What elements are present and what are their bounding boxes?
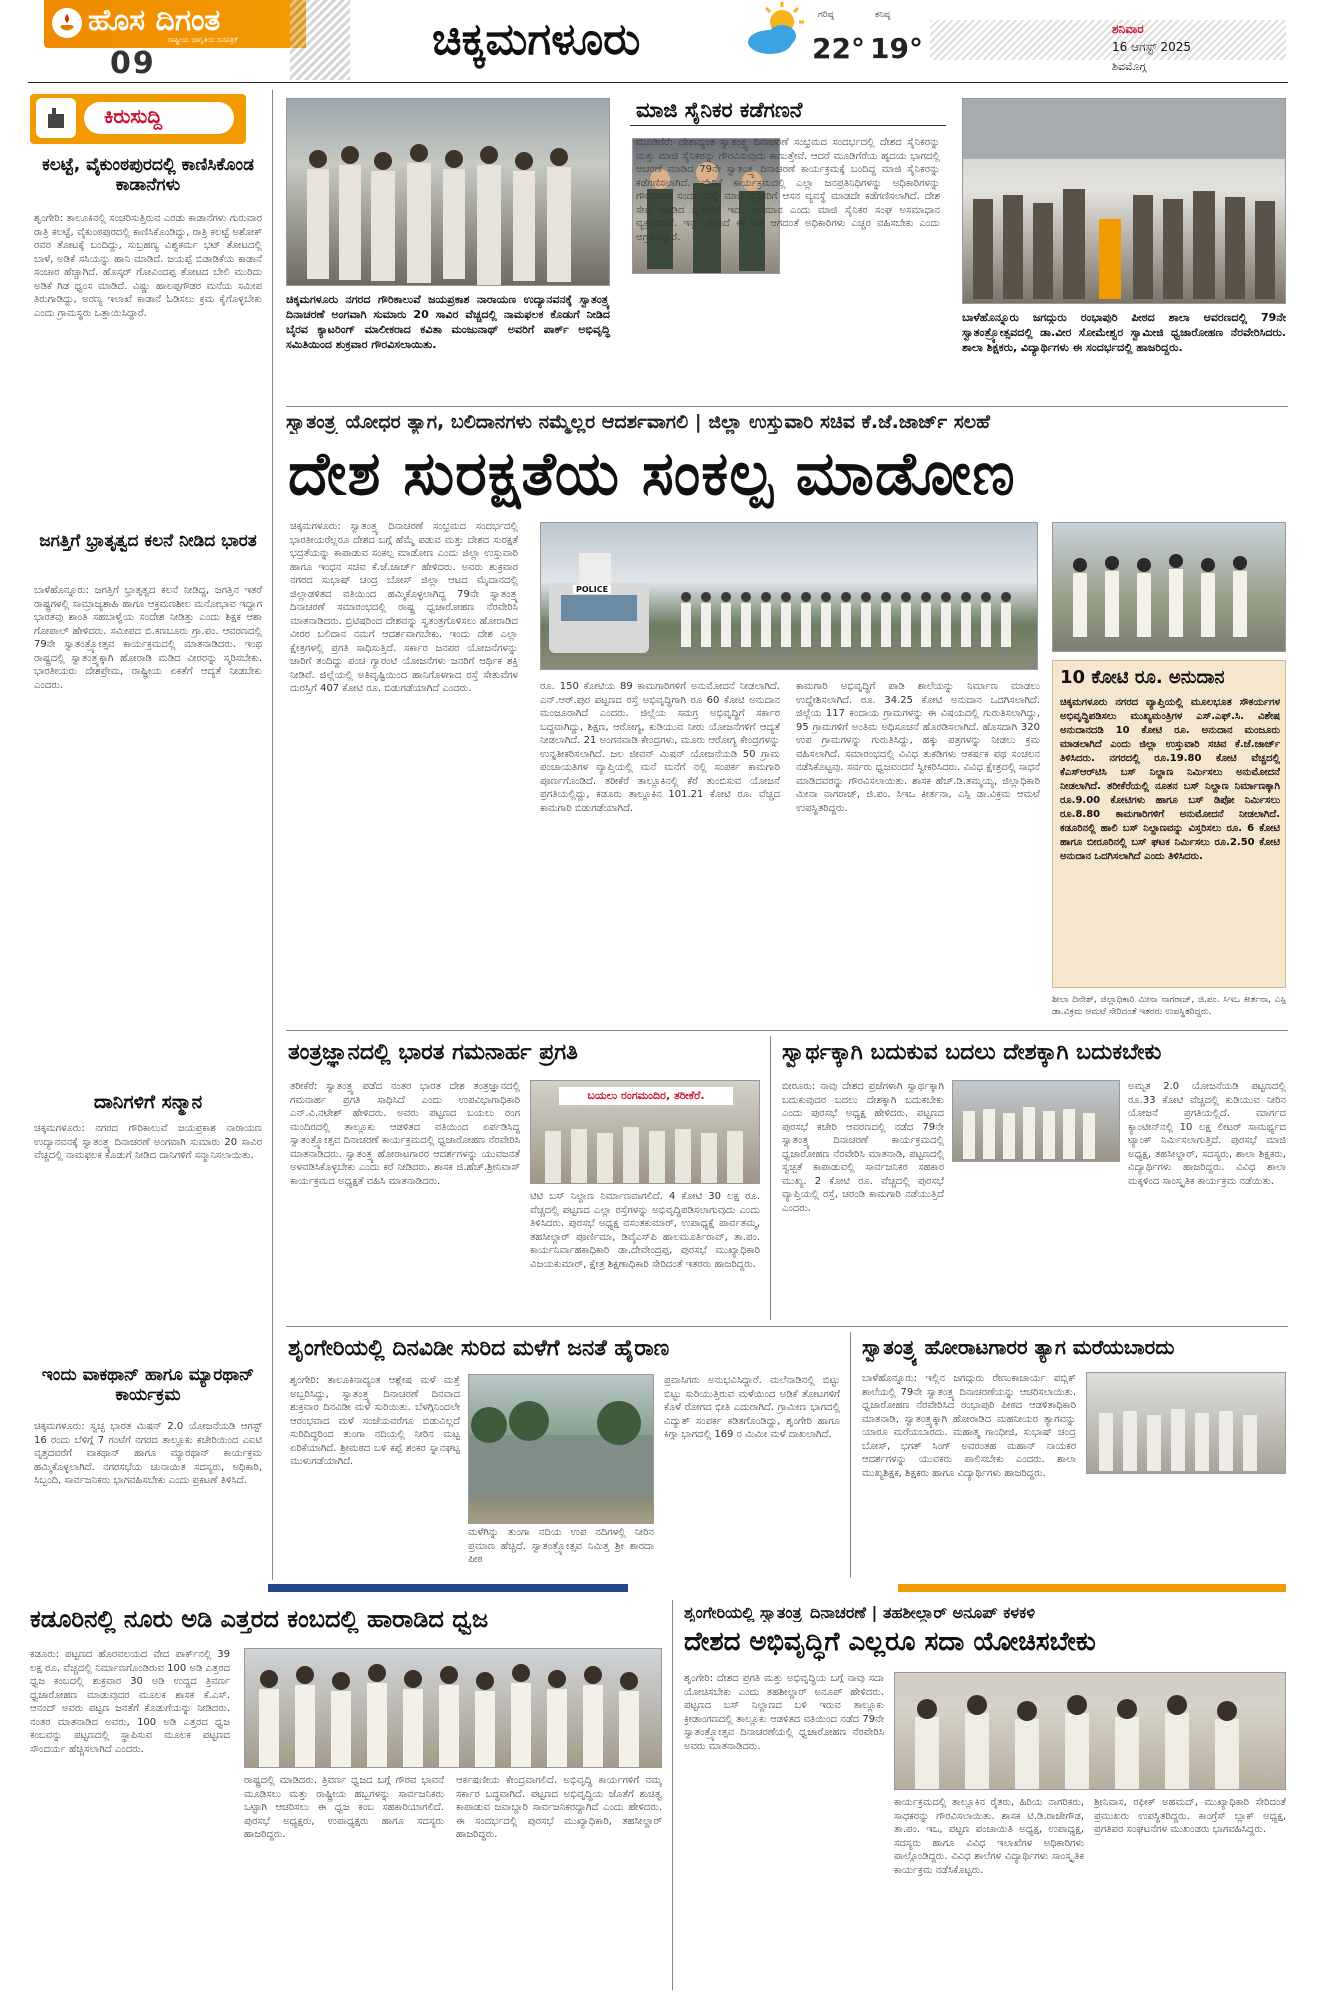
lead-body: ಕಾಮಗಾರಿ ಅಭಿವೃದ್ಧಿಗೆ ಪಾಡಿ ಶಾಲೆಯನ್ನು ನಿರ್ಮಾಣ ಮಾಡಲು ಉದ್ದೇಶಿಸಲಾಗಿದೆ. ರೂ. 34.25 ಕೋಟಿ ಅನುದಾನ ಒದಗಿಸಲಾಗಿದೆ. ಜಿಲ್ಲೆಯ 117 ಕಂದಾಯ ಗ್ರಾಮಗಳನ್ನು ಈ ವಿಷಯದಲ್ಲಿ ಗುರುತಿಸಲಾಗಿದ್ದು, 95 ಗ್ರಾಮಗಳಿಗೆ ಅಂತಿಮ ಅಧಿಸೂಚನೆ ಹೊರಡಿಸಲಾಗಿದೆ. ಹೊಸದಾಗಿ 320 ಉಪ ಗ್ರಾಮಗಳನ್ನು ಗುರುತಿಸಿದ್ದು, ಹಕ್ಕು ಪತ್ರಗಳನ್ನು ನೀಡಲು ಕ್ರಮ ವಹಿಸಲಾಗಿದೆ. ಸಮಾರಂಭದಲ್ಲಿ ವಿವಿಧ ತುಕಡಿಗಳು ಆಕರ್ಷಕ ಪಥ ಸಂಚಲನ ನಡೆಸಿಕೊಟ್ಟವು. ಸರ್ವರು ಧ್ವಜವಂದನೆ ಸ್ವೀಕರಿಸಿದರು. ವಿವಿಧ ಕ್ಷೇತ್ರದಲ್ಲಿ ಸಾಧನೆ ಮಾಡಿದವರನ್ನು ಗೌರವಿಸಲಾಯಿತು. ಶಾಸಕ ಹೆಚ್.ಡಿ.ತಮ್ಮಯ್ಯ, ಜಿಲ್ಲಾಧಿಕಾರಿ ಮೀನಾ ನಾಗರಾಜ್, ಜಿ.ಪಂ. ಸಿಇಒ ಕೀರ್ತನಾ, ಎಸ್ಪಿ ಡಾ.ವಿಕ್ರಮ ಆಮಟೆ ಉಪಸ್ಥಿತರಿದ್ದರು. <box>796 681 1040 814</box>
story-title: ಸ್ವಾರ್ಥಕ್ಕಾಗಿ ಬದುಕುವ ಬದಲು ದೇಶಕ್ಕಾಗಿ ಬದುಕಬೇಕು <box>782 1040 1162 1065</box>
police-label: POLICE <box>573 585 611 594</box>
city-title: ಚಿಕ್ಕಮಗಳೂರು <box>432 14 641 65</box>
story-body: ಟಿಟಿ ಬಸ್ ನಿಲ್ದಾಣ ನಿರ್ಮಾಣವಾಗಲಿದೆ. 4 ಕೋಟಿ 30 ಲಕ್ಷ ರೂ. ವೆಚ್ಚದಲ್ಲಿ ಪಟ್ಟಣದ ಎಲ್ಲಾ ರಸ್ತೆಗಳನ್ನು ಅಭಿವೃದ್ಧಿಪಡಿಸಲಾಗುವುದು ಎಂದು ತಿಳಿಸಿದರು. ಪುರಸಭೆ ಅಧ್ಯಕ್ಷ ವಸಂತಕುಮಾರ್, ಉಪಾಧ್ಯಕ್ಷೆ ಪಾರ್ವತಮ್ಮ, ತಹಸೀಲ್ದಾರ್ ಪೂರ್ಣಿಮಾ, ಡಿವೈಎಸ್‌ಪಿ ಹಾಲಮೂರ್ತಿರಾವ್, ತಾ.ಪಂ. ಕಾರ್ಯನಿರ್ವಾಹಕಾಧಿಕಾರಿ ಡಾ.ದೇವೇಂದ್ರಪ್ಪ, ಪುರಸಭೆ ಮುಖ್ಯಾಧಿಕಾರಿ ವಿಜಯಕುಮಾರ್, ಕ್ಷೇತ್ರ ಶಿಕ್ಷಣಾಧಿಕಾರಿ ಸೇರಿದಂತೆ ಇತರರು ಹಾಜರಿದ್ದರು. <box>530 1191 760 1270</box>
story-body: ಶೃಂಗೇರಿ: ತಾಲೂಕಿನಲ್ಲಿ ಸಂಚರಿಸುತ್ತಿರುವ ಎರಡು ಕಾಡಾನೆಗಳು ಗುರುವಾರ ರಾತ್ರಿ ಕಲಟ್ಟೆ, ವೈಕುಂಠಪುರದಲ್ಲಿ ಕಾಣಿಸಿಕೊಂಡಿದ್ದು, ರಾತ್ರಿ ಕಲಟ್ಟೆ ಅಶೋಕ್ ರವರ ತೋಟಕ್ಕೆ ಬಂದಿದ್ದು, ಸುಬ್ರಹಣ್ಯ ವಿಶ್ವಕರ್ಮ ಭಟ್ ತೋಟದಲ್ಲಿ ಬಾಳೆ, ಅಡಿಕೆ ಸಸಿಯನ್ನು ಹಾನಿ ಮಾಡಿದೆ. ಜಯಪ್ಪೆ ಬಿಡಾಡಿಕೆಯ ಕಾಡಾನೆ ಸಂಚಾರ ಹೆಚ್ಚಾಗಿದೆ. ಹೊಸ್ಕರ್ ಗೋವಿಂದಪ್ಪ ತೋಟದ ಬೇಲಿ ಮುರಿದು ಅಡಿಕೆ ಗಿಡ ಧ್ವಂಸ ಮಾಡಿದೆ. ವಿಷ್ಣು ಹಾಲಪ್ಪಗೌಡರ ಮನೆಯ ಸಮೀಪ ತಿರುಗಾಡಿದ್ದು, ಅರಣ್ಯ ಇಲಾಖೆ ಕಾಡಾನೆ ಓಡಿಸಲು ಕ್ರಮ ಕೈಗೊಳ್ಳಬೇಕು ಎಂದು ಗ್ರಾಮಸ್ಥರು ಒತ್ತಾಯಿಸಿದ್ದಾರೆ. <box>34 213 262 319</box>
story-body: ಶೃಂಗೇರಿ: ದೇಶದ ಪ್ರಗತಿ ಮತ್ತು ಅಭಿವೃದ್ಧಿಯ ಬಗ್ಗೆ ನಾವು ಸದಾ ಯೋಚಿಸಬೇಕು ಎಂದು ತಹಶೀಲ್ದಾರ್ ಅನೂಪ್ ಹೇಳಿದರು. ಪಟ್ಟಣದ ಬಸ್ ನಿಲ್ದಾಣದ ಬಳಿ ಇರುವ ತಾಲ್ಲೂಕು ಕ್ರೀಡಾಂಗಣದಲ್ಲಿ ತಾಲ್ಲೂಕು ಆಡಳಿತದ ವತಿಯಿಂದ ನಡೆದ 79ನೇ ಸ್ವಾತಂತ್ರ್ಯೋತ್ಸವ ದಿನಾಚರಣೆಯಲ್ಲಿ ಧ್ವಜಾರೋಹಣ ನೆರವೇರಿಸಿ ಅವರು ಮಾತನಾಡಿದರು. <box>684 1673 884 1752</box>
left-column <box>28 90 268 1580</box>
photo-caption: ಚಿಕ್ಕಮಗಳೂರು ನಗರದ ಗೌರಿಕಾಲುವೆ ಜಯಪ್ರಕಾಶ ನಾರಾಯಣ ಉದ್ಯಾನವನಕ್ಕೆ ಸ್ವಾತಂತ್ರ್ಯ ದಿನಾಚರಣೆ ಅಂಗವಾಗಿ ಸುಮಾರು 20 ಸಾವಿರ ವೆಚ್ಚದಲ್ಲಿ ನಾಮಫಲಕ ಕೊಡುಗೆ ನೀಡಿದ ಬೈರವ ಕ್ಯಾಟರಿಂಗ್ ಮಾಲೀಕರಾದ ಕವಿತಾ ಮಂಜುನಾಥ್ ಅವರಿಗೆ ಪಾರ್ಕ್ ಅಭಿವೃದ್ಧಿ ಸಮಿತಿಯಿಂದ ಶುಕ್ರವಾರ ಗೌರವಿಸಲಾಯಿತು. <box>286 293 610 351</box>
photo-school-flag <box>962 98 1286 304</box>
stage-sign: ಬಯಲು ರಂಗಮಂದಿರ, ತರೀಕೆರೆ. <box>559 1087 733 1105</box>
story-body: ಶ್ರೀನಿವಾಸ, ರಫೀಕ್ ಅಹಮದ್, ಮುಖ್ಯಾಧಿಕಾರಿ ಸೇರಿದಂತೆ ಪ್ರಮುಖರು ಉಪಸ್ಥಿತರಿದ್ದರು. ಕಾಂಗ್ರೆಸ್ ಬ್ಲಾಕ್ ಅಧ್ಯಕ್ಷ, ಪ್ರಗತಿಪರ ಸಂಘಟನೆಗಳ ಮುಖಂಡರು ಭಾಗವಹಿಸಿದ್ದರು. <box>1094 1797 1286 1835</box>
weather-min-label: ಕನಿಷ್ಠ <box>875 10 891 20</box>
masthead <box>0 0 1329 86</box>
photo-caption: ಮಳೆಗಿನ್ನು ತುಂಗಾ ನದಿಯ ಉಪ ನದಿಗಳಲ್ಲಿ ನೀರಿನ ಪ್ರಮಾಣ ಹೆಚ್ಚಿದೆ. ಸ್ವಾತಂತ್ರ್ಯೋತ್ಸವ ನಿಮಿತ್ತ ಶ್ರೀ ಶಾರದಾ ಪೀಠ <box>468 1527 654 1565</box>
photo-school-students <box>1086 1372 1286 1474</box>
story-body: ರಾಷ್ಟ್ರದಲ್ಲಿ ಮಾಡಿದರು. ತ್ರಿವರ್ಣ ಧ್ವಜದ ಬಗ್ಗೆ ಗೌರವ ಭಾವನೆ ಮೂಡಿಸಲು ಮತ್ತು ರಾಷ್ಟ್ರೀಯ ಹಬ್ಬಗಳನ್ನು ಸಾರ್ವಜನಿಕರು ಒಟ್ಟಾಗಿ ಆಚರಿಸಲು ಈ ಧ್ವಜ ಕಂಬ ಸಹಕಾರಿಯಾಗಲಿದೆ. ಪುರಸಭೆ ಅಧ್ಯಕ್ಷರು, ಉಪಾಧ್ಯಕ್ಷರು ಹಾಗೂ ಸದಸ್ಯರು ಹಾಜರಿದ್ದರು. <box>244 1775 444 1840</box>
story-body: ಕಡೂರು: ಪಟ್ಟಣದ ಹೊರವಲಯದ ವೇದ ಪಾರ್ಕ್‌ನಲ್ಲಿ 39 ಲಕ್ಷ ರೂ. ವೆಚ್ಚದಲ್ಲಿ ನಿರ್ಮಾಣಗೊಂಡಿರುವ 100 ಅಡಿ ಎತ್ತರದ ಧ್ವಜ ಕಂಬದಲ್ಲಿ ಶುಕ್ರವಾರ 30 ಅಡಿ ಉದ್ದದ ತ್ರಿವರ್ಣ ಧ್ವಜಾರೋಹಣ ಮಾಡುವುದರ ಮೂಲಕ ಶಾಸಕ ಕೆ.ಎಸ್. ಆನಂದ್ ಅವರು ಪಟ್ಟಣ ಜನತೆಗೆ ಕೊಡುಗೆಯನ್ನು ನೀಡಿದರು. ನಂತರ ಮಾತನಾಡಿದ ಅವರು, 100 ಅಡಿ ಎತ್ತರದ ಧ್ವಜ ಕಂಬವನ್ನು ಪಟ್ಟಣದಲ್ಲಿ ಸ್ಥಾಪಿಸುವ ಮೂಲಕ ಪಟ್ಟಣದ ಸೌಂದರ್ಯ ಹೆಚ್ಚಿಸಲಾಗಿದೆ ಎಂದರು. <box>30 1649 230 1755</box>
story-body: ಚಿಕ್ಕಮಗಳೂರು: ನಗರದ ಗೌರಿಕಾಲುವೆ ಜಯಪ್ರಕಾಶ ನಾರಾಯಣ ಉದ್ಯಾನವನಕ್ಕೆ ಸ್ವಾತಂತ್ರ್ಯ ದಿನಾಚರಣೆ ಅಂಗವಾಗಿ ಸುಮಾರು 20 ಸಾವಿರ ವೆಚ್ಚದಲ್ಲಿ ನಾಮಫಲಕ ಕೊಡುಗೆ ನೀಡಿದ ದಾನಿಗಳಿಗೆ ಸನ್ಮಾನಿಸಲಾಯಿತು. <box>34 1123 262 1161</box>
story-title: ಸ್ವಾತಂತ್ರ್ಯ ಹೋರಾಟಗಾರರ ತ್ಯಾಗ ಮರೆಯಬಾರದು <box>862 1335 1175 1359</box>
story-title: ಶೃಂಗೇರಿಯಲ್ಲಿ ದಿನವಿಡೀ ಸುರಿದ ಮಳೆಗೆ ಜನತೆ ಹೈರಾಣ <box>288 1336 670 1361</box>
story-title: ದಾನಿಗಳಿಗೆ ಸನ್ಮಾನ <box>93 1091 203 1113</box>
section-rule <box>286 406 1288 407</box>
masthead-date-band <box>930 20 1286 60</box>
hand-icon <box>36 98 76 138</box>
section-rule <box>286 1030 1288 1031</box>
story-title: ಮಾಜಿ ಸೈನಿಕರ ಕಡೆಗಣನೆ <box>636 98 803 122</box>
story-body: ಬೀರೂರು: ನಾವು ದೇಶದ ಪ್ರಜೆಗಳಾಗಿ ಸ್ವಾರ್ಥಕ್ಕಾಗಿ ಬದುಕುವುದರ ಬದಲು ದೇಶಕ್ಕಾಗಿ ಬದುಕಬೇಕು ಎಂದು ಪುರಸಭೆ ಅಧ್ಯಕ್ಷ ಹೇಳಿದರು. ಪಟ್ಟಣದ ಪುರಸಭೆ ಕಚೇರಿ ಆವರಣದಲ್ಲಿ ನಡೆದ 79ನೇ ಸ್ವಾತಂತ್ರ್ಯ ದಿನಾಚರಣೆ ಕಾರ್ಯಕ್ರಮದಲ್ಲಿ ಧ್ವಜಾರೋಹಣ ನೆರವೇರಿಸಿ ಮಾತನಾಡಿ, ಪಟ್ಟಣದಲ್ಲಿ ಸ್ವಚ್ಛತೆ ಕಾಪಾಡುವಲ್ಲಿ ಸಾರ್ವಜನಿಕರ ಸಹಕಾರ ಮುಖ್ಯ. 2 ಕೋಟಿ ರೂ. ವೆಚ್ಚದಲ್ಲಿ ಪುರಸಭೆ ವ್ಯಾಪ್ತಿಯಲ್ಲಿ ರಸ್ತೆ, ಚರಂಡಿ ಕಾಮಗಾರಿ ನಡೆಯುತ್ತಿದೆ ಎಂದರು. <box>782 1081 944 1214</box>
kiru-sudhi-label: ಕಿರುಸುದ್ದಿ <box>104 104 163 128</box>
story-title: ದೇಶದ ಅಭಿವೃದ್ಧಿಗೆ ಎಲ್ಲರೂ ಸದಾ ಯೋಚಿಸಬೇಕು <box>684 1627 1096 1657</box>
photo-beeruru <box>952 1080 1120 1162</box>
story-body: ಶೃಂಗೇರಿ: ತಾಲೂಕಿನಾದ್ಯಂತ ಆಶ್ಲೇಷ ಮಳೆ ಮತ್ತೆ ಅಬ್ಬರಿಸಿದ್ದು, ಸ್ವಾತಂತ್ರ್ಯ ದಿನಾಚರಣೆ ದಿನವಾದ ಶುಕ್ರವಾರ ದಿನವಿಡೀ ಮಳೆ ಸುರಿಯಿತು. ಬೆಳಗ್ಗಿನಿಂದಲೇ ಆರಂಭವಾದ ಮಳೆ ಸಂಜೆಯವರೆಗೂ ಬಿಡುವಿಲ್ಲದೆ ಸುರಿದಿದ್ದರಿಂದ ತುಂಗಾ ನದಿಯಲ್ಲಿ ನೀರಿನ ಮಟ್ಟ ಏರಿಕೆಯಾಗಿದೆ. ಶ್ರೀಮಠದ ಬಳಿ ಕಪ್ಪೆ ಶಂಕರ ಸ್ನಾನಘಟ್ಟ ಮುಳುಗಡೆಯಾಗಿದೆ. <box>290 1375 460 1467</box>
lead-headline: ದೇಶ ಸುರಕ್ಷತೆಯ ಸಂಕಲ್ಪ ಮಾಡೋಣ <box>288 439 1016 509</box>
lead-body: ಚಿಕ್ಕಮಗಳೂರು: ಸ್ವಾತಂತ್ರ್ಯ ದಿನಾಚರಣೆ ಸಂಭ್ರಮದ ಸಂದರ್ಭದಲ್ಲಿ ಭಾರತೀಯರೆಲ್ಲರೂ ದೇಶದ ಬಗ್ಗೆ ಹೆಮ್ಮೆ ಪಡುವ ಮತ್ತು ದೇಶದ ಸುರಕ್ಷತೆ ಭದ್ರತೆಯನ್ನು ಕಾಪಾಡುವ ಸಂಕಲ್ಪ ಮಾಡೋಣ ಎಂದು ಜಿಲ್ಲಾ ಉಸ್ತುವಾರಿ ಹಾಗೂ ಇಂಧನ ಸಚಿವ ಕೆ.ಜೆ.ಜಾರ್ಜ್ ಹೇಳಿದರು. ಅವರು ಶುಕ್ರವಾರ ನಗರದ ಸುಭಾಷ್ ಚಂದ್ರ ಬೋಸ್ ಜಿಲ್ಲಾ ಆಟದ ಮೈದಾನದಲ್ಲಿ ಜಿಲ್ಲಾಡಳಿತದ ವತಿಯಿಂದ ಹಮ್ಮಿಕೊಳ್ಳಲಾಗಿದ್ದ 79ನೇ ಸ್ವಾತಂತ್ರ್ಯ ದಿನಾಚರಣೆ ಸಮಾರಂಭದಲ್ಲಿ ರಾಷ್ಟ್ರ ಧ್ವಜಾರೋಹಣ ನೆರವೇರಿಸಿ ಮಾತನಾಡಿದರು. ಬ್ರಿಟಿಷರಿಂದ ದೇಶವನ್ನು ಸ್ವತಂತ್ರಗೊಳಿಸಲು ಹೋರಾಡಿದ ವೀರರ ಬಲಿದಾನ ನಮಗೆ ಆದರ್ಶವಾಗಬೇಕು. ಇಂದು ದೇಶ ಎಲ್ಲಾ ಕ್ಷೇತ್ರಗಳಲ್ಲಿ ಪ್ರಗತಿ ಸಾಧಿಸುತ್ತಿದೆ. ಸರ್ಕಾರ ಜನಪರ ಯೋಜನೆಗಳನ್ನು ಜಾರಿಗೆ ತಂದಿದ್ದು ಪಂಚ ಗ್ಯಾರಂಟಿ ಯೋಜನೆಗಳು ಜನರಿಗೆ ಆರ್ಥಿಕ ಶಕ್ತಿ ನೀಡಿವೆ. ಜಿಲ್ಲೆಯಲ್ಲಿ ಅತಿವೃಷ್ಟಿಯಿಂದ ಹಾನಿಗೊಳಗಾದ ರಸ್ತೆ ಸೇತುವೆಗಳ ದುರಸ್ತಿಗೆ 407 ಕೋಟಿ ರೂ. ಬಿಡುಗಡೆಯಾಗಿದೆ ಎಂದರು. <box>290 521 518 694</box>
photo-group-award <box>286 98 610 286</box>
story-title: ತಂತ್ರಜ್ಞಾನದಲ್ಲಿ ಭಾರತ ಗಮನಾರ್ಹ ಪ್ರಗತಿ <box>288 1040 578 1065</box>
story-body: ಪ್ರವಾಸಿಗರು ಅನುಭವಿಸಿದ್ದಾರೆ. ಮಲೆನಾಡಿನಲ್ಲಿ ಬಿಟ್ಟು ಬಿಟ್ಟು ಸುರಿಯುತ್ತಿರುವ ಮಳೆಯಿಂದ ಅಡಿಕೆ ತೋಟಗಳಿಗೆ ಕೊಳೆ ರೋಗದ ಭೀತಿ ಎದುರಾಗಿದೆ. ಗ್ರಾಮೀಣ ಭಾಗದಲ್ಲಿ ವಿದ್ಯುತ್ ಸಂಪರ್ಕ ಕಡಿತಗೊಂಡಿದ್ದು, ಶೃಂಗೇರಿ ಹಾಗೂ ಕಿಗ್ಗಾ ಭಾಗದಲ್ಲಿ 169 ರ ಮಿಮೀ ಮಳೆ ದಾಖಲಾಗಿದೆ. <box>664 1375 840 1440</box>
story-body: ಚಿಕ್ಕಮಗಳೂರು: ಸ್ವಚ್ಛ ಭಾರತ ಮಿಷನ್ 2.0 ಯೋಜನೆಯಡಿ ಆಗಸ್ಟ್ 16 ರಂದು ಬೆಳಿಗ್ಗೆ 7 ಗಂಟೆಗೆ ನಗರದ ತಾಲ್ಲೂಕು ಕಚೇರಿಯಿಂದ ಎಐಟಿ ವೃತ್ತದವರೆಗೆ ವಾಕಥಾನ್ ಹಾಗೂ ಮ್ಯಾರಥಾನ್ ಕಾರ್ಯಕ್ರಮ ಹಮ್ಮಿಕೊಳ್ಳಲಾಗಿದೆ. ನಗರಸಭೆಯ ಚುನಾಯಿತ ಸದಸ್ಯರು, ಅಧಿಕಾರಿ, ಸಿಬ್ಬಂದಿ, ಸಾರ್ವಜನಿಕರು ಭಾಗವಹಿಸಬೇಕು ಎಂದು ಪ್ರಕಟಣೆ ತಿಳಿಸಿದೆ. <box>34 1421 262 1486</box>
date-label: 16 ಆಗಸ್ಟ್ 2025 <box>1112 40 1191 54</box>
photo-stage <box>530 1080 760 1184</box>
logo-lamp-icon <box>52 8 82 38</box>
story-body: ಕಾರ್ಯಕ್ರಮದಲ್ಲಿ ತಾಲ್ಲೂಕಿನ ರೈತರು, ಹಿರಿಯ ನಾಗರಿಕರು, ಸಾಧಕರನ್ನು ಗೌರವಿಸಲಾಯಿತು. ಶಾಸಕ ಟಿ.ಡಿ.ರಾಜೇಗೌಡ, ತಾ.ಪಂ. ಇಒ, ಪಟ್ಟಣ ಪಂಚಾಯಿತಿ ಅಧ್ಯಕ್ಷ, ಉಪಾಧ್ಯಕ್ಷ, ಸದಸ್ಯರು ಹಾಗೂ ವಿವಿಧ ಇಲಾಖೆಗಳ ಅಧಿಕಾರಿಗಳು ಪಾಲ್ಗೊಂಡಿದ್ದರು. ವಿವಿಧ ಶಾಲೆಗಳ ವಿದ್ಯಾರ್ಥಿಗಳು ಸಾಂಸ್ಕೃತಿಕ ಕಾರ್ಯಕ್ರಮ ನಡೆಸಿಕೊಟ್ಟರು. <box>894 1797 1084 1876</box>
photo-parade-vehicle <box>540 522 1038 670</box>
photo-parade-march <box>1052 522 1286 652</box>
column-divider <box>672 1600 673 1990</box>
weather-max-value: 22° <box>812 32 865 65</box>
photo-flooded-river <box>468 1374 654 1524</box>
lead-kicker: ಸ್ವಾತಂತ್ರ್ಯ ಯೋಧರ ತ್ಯಾಗ, ಬಲಿದಾನಗಳು ನಮ್ಮೆಲ್ಲರ ಆದರ್ಶವಾಗಲಿ | ಜಿಲ್ಲಾ ಉಸ್ತುವಾರಿ ಸಚಿವ ಕೆ.ಜೆ.ಜಾರ್ಜ್ ಸಲಹೆ <box>286 412 991 433</box>
logo-text: ಹೊಸ ದಿಗಂತ <box>88 3 221 38</box>
info-box-body: ಚಿಕ್ಕಮಗಳೂರು ನಗರದ ವ್ಯಾಪ್ತಿಯಲ್ಲಿ ಮೂಲಭೂತ ಸೌಕರ್ಯಗಳ ಅಭಿವೃದ್ಧಿಪಡಿಸಲು ಮುಖ್ಯಮಂತ್ರಿಗಳ ಎಸ್.ಎಫ್.ಸಿ. ವಿಶೇಷ ಅನುದಾನದಡಿ 10 ಕೋಟಿ ರೂ. ಅನುದಾನ ಮಂಜೂರು ಮಾಡಲಾಗಿದೆ ಎಂದು ಜಿಲ್ಲಾ ಉಸ್ತುವಾರಿ ಸಚಿವ ಕೆ.ಜೆ.ಜಾರ್ಜ್ ತಿಳಿಸಿದರು. ನಗರದಲ್ಲಿ ರೂ.19.80 ಕೋಟಿ ವೆಚ್ಚದಲ್ಲಿ ಕೆಎಸ್ಆರ್‌ಟಿಸಿ ಬಸ್ ನಿಲ್ದಾಣ ನಿರ್ಮಿಸಲು ಅನುಮೋದನೆ ನೀಡಲಾಗಿದೆ. ತರೀಕೆರೆಯಲ್ಲಿ ನೂತನ ಬಸ್ ನಿಲ್ದಾಣ ನಿರ್ಮಾಣಕ್ಕಾಗಿ ರೂ.9.00 ಕೋಟಿಗಳು ಹಾಗೂ ಬಸ್ ಡಿಪೋ ನಿರ್ಮಿಸಲು ರೂ.8.80 ಕಾಮಗಾರಿಗಳಿಗೆ ಅನುಮೋದನೆ ನೀಡಲಾಗಿದೆ. ಕಡೂರಿನಲ್ಲಿ ಹಾಲಿ ಬಸ್ ನಿಲ್ದಾಣವನ್ನು ವಿಸ್ತರಿಸಲು ರೂ. 6 ಕೋಟಿ ಹಾಗೂ ಬೀರೂರಿನಲ್ಲಿ ಬಸ್ ಘಟಕ ನಿರ್ಮಿಸಲು ರೂ.2.50 ಕೋಟಿ ಅನುದಾನ ಒದಗಿಸಲಾಗಿದೆ ಎಂದು ತಿಳಿಸಿದರು. <box>1060 697 1280 862</box>
weather-max-label: ಗರಿಷ್ಠ <box>818 10 834 20</box>
logo-tagline: ರಾಷ್ಟ್ರೀಯ ಜಾಗೃತಿಯ ದಿನಪತ್ರಿಕೆ <box>168 36 238 44</box>
story-body: ಬಾಳೆಹೊನ್ನೂರು: ಇಲ್ಲಿನ ಜಗದ್ಗುರು ರೇಣುಕಾಚಾರ್ಯ ಪಬ್ಲಿಕ್ ಶಾಲೆಯಲ್ಲಿ 79ನೇ ಸ್ವಾತಂತ್ರ್ಯ ದಿನಾಚರಣೆಯನ್ನು ಆಚರಿಸಲಾಯಿತು. ಧ್ವಜಾರೋಹಣ ನೆರವೇರಿಸಿದ ರಂಭಾಪುರಿ ಪೀಠದ ಆಡಳಿತಾಧಿಕಾರಿ ಮಾತನಾಡಿ, ಸ್ವಾತಂತ್ರ್ಯಕ್ಕಾಗಿ ಹೋರಾಡಿದ ಮಹನೀಯರ ತ್ಯಾಗವನ್ನು ಯಾರೂ ಮರೆಯಬಾರದು. ಮಹಾತ್ಮ ಗಾಂಧೀಜಿ, ಸುಭಾಷ್ ಚಂದ್ರ ಬೋಸ್, ಭಗತ್ ಸಿಂಗ್ ಅವರಂತಹ ಮಹಾನ್ ನಾಯಕರ ಆದರ್ಶಗಳನ್ನು ಯುವಕರು ಪಾಲಿಸಬೇಕು ಎಂದರು. ಶಾಲಾ ಮುಖ್ಯಶಿಕ್ಷಕ, ಶಿಕ್ಷಕರು ಹಾಗೂ ವಿದ್ಯಾರ್ಥಿಗಳು ಹಾಜರಿದ್ದರು. <box>862 1373 1076 1479</box>
color-bar <box>268 1584 628 1592</box>
story-body: ಆರ್ಕಷಣೀಯ ಕೇಂದ್ರವಾಗಲಿದೆ. ಅಭಿವೃದ್ಧಿ ಕಾರ್ಯಗಳಿಗೆ ನಮ್ಮ ಸರ್ಕಾರ ಬದ್ಧವಾಗಿದೆ. ಪಟ್ಟಣದ ಅಭಿವೃದ್ಧಿಯ ಜೊತೆಗೆ ಶುಚಿತ್ವ ಕಾಪಾಡುವ ಜವಾಬ್ದಾರಿ ಸಾರ್ವಜನಿಕರದ್ದಾಗಿದೆ ಎಂದು ಹೇಳಿದರು. ಈ ಸಂದರ್ಭದಲ್ಲಿ ಪುರಸಭೆ ಮುಖ್ಯಾಧಿಕಾರಿ, ತಹಸೀಲ್ದಾರ್ ಹಾಜರಿದ್ದರು. <box>456 1775 662 1840</box>
masthead-stripe <box>290 0 350 80</box>
story-body: ಬಾಳೆಹೊನ್ನೂರು: ಜಗತ್ತಿಗೆ ಭ್ರಾತೃತ್ವದ ಕಲನೆ ನೀಡಿದ್ದ, ಜಗತ್ತಿನ ಇತರೆ ರಾಷ್ಟ್ರಗಳಲ್ಲಿ ಸಾಮ್ರಾಜ್ಯಶಾಹಿ ಹಾಗೂ ಆಕ್ರಮಣಶೀಲ ಮನೋಭಾವ ಇದ್ದಾಗ ಭಾರತವು ಶಾಂತಿ ಸಹಬಾಳ್ವೆಯ ಸಂದೇಶ ನೀಡಿತ್ತು ಎಂದು ಶಿಕ್ಷಕ ಆಶಾ ಗೋಪಾಲ್ ಹೇಳಿದರು. ಸಮೀಪದ ಬಿ.ಕಣಬೂರು ಗ್ರಾ.ಪಂ. ಆವರಣದಲ್ಲಿ 79ನೇ ಸ್ವಾತಂತ್ರ್ಯೋತ್ಸವ ಕಾರ್ಯಕ್ರಮದಲ್ಲಿ ಮಾತನಾಡಿದರು. ಇಂಥ ರಾಷ್ಟ್ರದಲ್ಲಿ ಸ್ವಾತಂತ್ರ್ಯಕ್ಕಾಗಿ ಹೋರಾಡಿ ಮಡಿದ ವೀರರನ್ನು ಸ್ಮರಿಸಬೇಕು. ಭಾರತೀಯರು ದೇಶಪ್ರೇಮ, ರಾಷ್ಟ್ರೀಯ ಏಕತೆಗೆ ಆದ್ಯತೆ ನೀಡಬೇಕು ಎಂದರು. <box>34 585 262 691</box>
story-body: ಅಮೃತ 2.0 ಯೋಜನೆಯಡಿ ಪಟ್ಟಣದಲ್ಲಿ ರೂ.33 ಕೋಟಿ ವೆಚ್ಚದಲ್ಲಿ ಕುಡಿಯುವ ನೀರಿನ ಯೋಜನೆ ಪ್ರಗತಿಯಲ್ಲಿದೆ. ಮಾರ್ಗದ ಕ್ಯಾಂಟೀನ್‌ನಲ್ಲಿ 10 ಲಕ್ಷ ಲೀಟರ್ ಸಾಮರ್ಥ್ಯದ ಟ್ಯಾಂಕ್ ನಿರ್ಮಿಸಲಾಗುತ್ತಿದೆ. ಪುರಸಭೆ ಮಾಜಿ ಅಧ್ಯಕ್ಷ, ತಹಸೀಲ್ದಾರ್, ಸದಸ್ಯರು, ಶಾಲಾ ಶಿಕ್ಷಕರು, ವಿದ್ಯಾರ್ಥಿಗಳು ಹಾಜರಿದ್ದರು. ವಿವಿಧ ಶಾಲಾ ಮಕ್ಕಳಿಂದ ಸಾಂಸ್ಕೃತಿಕ ಕಾರ್ಯಕ್ರಮ ನಡೆಯಿತು. <box>1128 1081 1286 1187</box>
story-title: ಇಂದು ವಾಕಥಾನ್ ಹಾಗೂ ಮ್ಯಾರಥಾನ್ ಕಾರ್ಯಕ್ರಮ <box>41 1365 255 1405</box>
photo-caption: ಬಾಳೆಹೊನ್ನೂರು ಜಗದ್ಗುರು ರಂಭಾಪುರಿ ಪೀಠದ ಶಾಲಾ ಆವರಣದಲ್ಲಿ 79ನೇ ಸ್ವಾತಂತ್ರ್ಯೋತ್ಸವದಲ್ಲಿ ಡಾ.ವೀರ ಸೋಮೇಶ್ವರ ಸ್ವಾಮೀಜಿ ಧ್ವಜಾರೋಹಣ ನೆರವೇರಿಸಿದರು. ಶಾಲಾ ಶಿಕ್ಷಕರು, ವಿದ್ಯಾರ್ಥಿಗಳು ಈ ಸಂದರ್ಭದಲ್ಲಿ ಹಾಜರಿದ್ದರು. <box>962 311 1286 354</box>
edition-label: ಶಿವಮೊಗ್ಗ <box>1112 60 1147 73</box>
column-divider <box>850 1332 851 1578</box>
story-body: ಮೂಡಿಗೆರೆ: ದೇಶಾದ್ಯಂತ ಸ್ವಾತಂತ್ರ್ಯ ದಿನಾಚರಣೆ ಸಂಭ್ರಮದ ಸಂದರ್ಭದಲ್ಲಿ ದೇಶದ ಸೈನಿಕರನ್ನು ಮತ್ತು ಮಾಜಿ ಸೈನಿಕರನ್ನು ಗೌರವಿಸುವುದು ಕಾಣುತ್ತೇವೆ. ಆದರೆ ಮೂಡಿಗೆರೆಯ ಹೃದಯ ಭಾಗದಲ್ಲಿ ಆಚರಣೆ ಮಾಡಿದ 79ನೇ ಸ್ವಾತಂತ್ರ್ಯ ದಿನಾಚರಣೆ ಕಾರ್ಯಕ್ರಮಕ್ಕೆ ಬಂದಿದ್ದ ಮಾಜಿ ಸೈನಿಕರನ್ನು ಕಡೆಗಣಿಸಲಾಗಿದೆ. ವೇದಿಕೆ ಕಾರ್ಯಕ್ರಮದಲ್ಲಿ ಎಲ್ಲಾ ಜನಪ್ರತಿನಿಧಿಗಳನ್ನು ಅಧಿಕಾರಿಗಳನ್ನು ಗೌರವಿಸುವ ಸಂದರ್ಭದಲ್ಲಿ ಮಾಜಿ ಸೈನಿಕರಿಗೆ ಆಸನ ವ್ಯವಸ್ಥೆ ಮಾಡದೇ ಕಡೆಗಣಿಸಲಾಗಿದೆ. ದೇಶ ಸೇವೆ ಮಾಡಿದ ಸೈನಿಕರಿಗೆ ಇದು ಅವಮಾನ ಎಂದು ಮಾಜಿ ಸೈನಿಕರ ಸಂಘ ಅಸಮಾಧಾನ ವ್ಯಕ್ತಪಡಿಸಿದೆ. ಇನ್ನು ಮುಂದೆ ಈ ರೀತಿ ಆಗದಂತೆ ಅಧಿಕಾರಿಗಳು ಎಚ್ಚರ ವಹಿಸಬೇಕು ಎಂದು ಆಗ್ರಹಿಸಿದ್ದಾರೆ. <box>636 137 940 243</box>
column-divider <box>770 1036 771 1320</box>
weather-icon <box>742 2 810 62</box>
story-body: ತರೀಕೆರೆ: ಸ್ವಾತಂತ್ರ್ಯ ಪಡೆದ ನಂತರ ಭಾರತ ದೇಶ ತಂತ್ರಜ್ಞಾನದಲ್ಲಿ ಗಮನಾರ್ಹ ಪ್ರಗತಿ ಸಾಧಿಸಿದೆ ಎಂದು ಉಪವಿಭಾಗಾಧಿಕಾರಿ ಎನ್.ವಿ.ನಟೇಶ್ ಹೇಳಿದರು. ಅವರು ಪಟ್ಟಣದ ಬಯಲು ರಂಗ ಮಂದಿರದಲ್ಲಿ ತಾಲ್ಲೂಕು ಆಡಳಿತದ ವತಿಯಿಂದ ಏರ್ಪಡಿಸಿದ್ದ ಸ್ವಾತಂತ್ರ್ಯೋತ್ಸವ ದಿನಾಚರಣೆ ಕಾರ್ಯಕ್ರಮದಲ್ಲಿ ಧ್ವಜಾರೋಹಣ ನೆರವೇರಿಸಿ ಮಾತನಾಡಿದರು. ಸ್ವಾತಂತ್ರ್ಯ ಹೋರಾಟಗಾರರ ಆದರ್ಶಗಳನ್ನು ಯುವಜನತೆ ಅಳವಡಿಸಿಕೊಳ್ಳಬೇಕು ಎಂದು ಕರೆ ನೀಡಿದರು. ಶಾಸಕ ಜಿ.ಹೆಚ್.ಶ್ರೀನಿವಾಸ್ ಕಾರ್ಯಕ್ರಮದ ಅಧ್ಯಕ್ಷತೆ ವಹಿಸಿ ಮಾತನಾಡಿದರು. <box>290 1081 520 1187</box>
color-bar <box>898 1584 1286 1592</box>
lead-body: ರೂ. 150 ಕೋಟಿಯ 89 ಕಾಮಗಾರಿಗಳಿಗೆ ಅನುಮೋದನೆ ನೀಡಲಾಗಿದೆ. ಎನ್.ಆರ್.ಪುರ ಪಟ್ಟಣದ ರಸ್ತೆ ಅಭಿವೃದ್ಧಿಗಾಗಿ ರೂ 60 ಕೋಟಿ ಅನುದಾನ ಮಂಜೂರಾಗಿದೆ ಎಂದರು. ಜಿಲ್ಲೆಯ ಸಮಗ್ರ ಅಭಿವೃದ್ಧಿಗೆ ಸರ್ಕಾರ ಬದ್ಧವಾಗಿದ್ದು, ಶಿಕ್ಷಣ, ಆರೋಗ್ಯ, ಕುಡಿಯುವ ನೀರು ಯೋಜನೆಗಳಿಗೆ ಆದ್ಯತೆ ನೀಡಲಾಗಿದೆ. 21 ಅಂಗನವಾಡಿ ಕೇಂದ್ರಗಳು, ಮೂರು ಆರೋಗ್ಯ ಕೇಂದ್ರಗಳನ್ನು ಉನ್ನತೀಕರಿಸಲಾಗಿದೆ. ಜಲ ಜೀವನ್ ಮಿಷನ್ ಯೋಜನೆಯಡಿ 50 ಗ್ರಾಮ ಪಂಚಾಯತಿಗಳ ವ್ಯಾಪ್ತಿಯಲ್ಲಿ ಮನೆ ಮನೆಗೆ ನಲ್ಲಿ ಸಂಪರ್ಕ ಕಾಮಗಾರಿ ಪೂರ್ಣಗೊಂಡಿದೆ. ತರೀಕೆರೆ ತಾಲ್ಲೂಕಿನಲ್ಲಿ ಕೆರೆ ತುಂಬಿಸುವ ಯೋಜನೆ ಪ್ರಗತಿಯಲ್ಲಿದ್ದು, ಕಡೂರು ತಾಲ್ಲೂಕಿನ 101.21 ಕೋಟಿ ರೂ. ವೆಚ್ಚದ ಕಾಮಗಾರಿ ಬಿಡುಗಡೆಯಾಗಿದೆ. <box>540 681 780 814</box>
story-title: ಕಡೂರಿನಲ್ಲಿ ನೂರು ಅಡಿ ಎತ್ತರದ ಕಂಬದಲ್ಲಿ ಹಾರಾಡಿದ ಧ್ವಜ <box>30 1605 489 1633</box>
day-label: ಶನಿವಾರ <box>1112 22 1144 36</box>
story-title: ಜಗತ್ತಿಗೆ ಭ್ರಾತೃತ್ವದ ಕಲನೆ ನೀಡಿದ ಭಾರತ <box>39 531 257 551</box>
lead-photo-caption: ಶೀಲಾ ದಿನೇಶ್, ಜಿಲ್ಲಾಧಿಕಾರಿ ಮೀನಾ ನಾಗರಾಜ್, ಜಿ.ಪಂ. ಸಿಇಒ ಕೀರ್ತನಾ, ಎಸ್ಪಿ ಡಾ.ವಿಕ್ರಮ ಆಮಟೆ ಸೇರಿದಂತೆ ಇತರರು ಉಪಸ್ಥಿತರಿದ್ದರು. <box>1052 995 1286 1017</box>
masthead-rule <box>28 82 1288 83</box>
photo-felicitation <box>894 1672 1286 1790</box>
photo-flag-hoisting <box>244 1648 662 1768</box>
story-kicker: ಶೃಂಗೇರಿಯಲ್ಲಿ ಸ್ವಾತಂತ್ರ್ಯ ದಿನಾಚರಣೆ | ತಹಶೀಲ್ದಾರ್ ಅನೂಪ್ ಕಳಕಳಿ <box>684 1604 1036 1622</box>
info-box-title: 10 ಕೋಟಿ ರೂ. ಅನುದಾನ <box>1060 667 1225 688</box>
page-number: 09 <box>110 46 156 81</box>
weather-min-value: 19° <box>870 32 923 65</box>
column-divider <box>272 90 273 1580</box>
section-rule <box>286 1326 1288 1327</box>
story-title: ಕಲಟ್ಟೆ, ವೈಕುಂಠಪುರದಲ್ಲಿ ಕಾಣಿಸಿಕೊಂಡ ಕಾಡಾನೆಗಳು <box>42 155 254 195</box>
